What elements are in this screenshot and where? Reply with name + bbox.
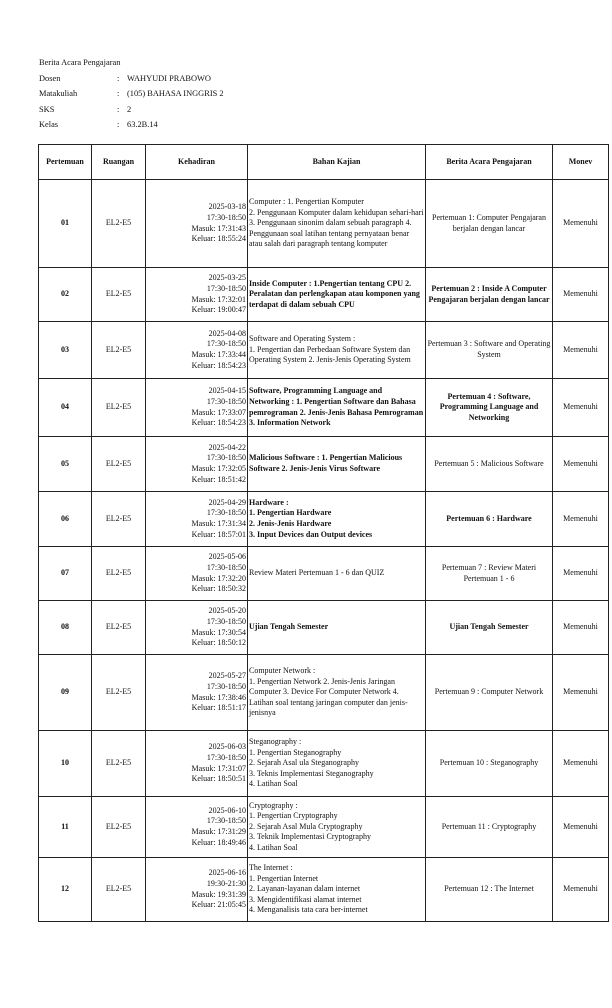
attendance-cell [146, 379, 248, 437]
attendance-cell [146, 547, 248, 601]
attendance-time: 19:30-21:30 [206, 878, 246, 888]
table-row [39, 180, 609, 268]
study-material-line: 2. Sejarah Asal ula Steganography [249, 758, 359, 768]
meeting-number-cell: 11 [39, 797, 92, 858]
attendance-in: Masuk: 19:31:39 [191, 889, 246, 899]
attendance-date: 2025-06-03 [208, 742, 246, 752]
attendance-date: 2025-06-16 [208, 868, 246, 878]
info-value: 63.2B.14 [127, 120, 158, 129]
study-material-cell [248, 268, 426, 322]
study-material-cell [248, 437, 426, 492]
meeting-number-cell: 03 [39, 322, 92, 379]
study-material-line: Steganography : [249, 737, 302, 747]
column-header: Pertemuan [39, 145, 92, 180]
attendance-out: Keluar: 18:51:42 [191, 474, 246, 484]
study-material-line: 1. Pengertian dan Perbedaan Software System dan Operating System 2. Jenis-Jenis Operating System [249, 344, 411, 365]
attendance-in: Masuk: 17:33:44 [191, 350, 246, 359]
study-material-cell [248, 858, 426, 922]
study-material-line: Computer Network : [249, 666, 316, 676]
attendance-out: Keluar: 18:54:23 [191, 360, 246, 370]
table-row [39, 858, 609, 922]
attendance-date: 2025-05-27 [208, 671, 246, 681]
attendance-in: Masuk: 17:33:07 [191, 407, 246, 417]
attendance-date: 2025-03-25 [208, 273, 246, 283]
attendance-time: 17:30-18:50 [206, 453, 246, 463]
study-material-cell [248, 797, 426, 858]
info-row [39, 86, 224, 102]
attendance-out: Keluar: 18:54:23 [191, 418, 246, 428]
info-row [39, 71, 224, 87]
attendance-time: 17:30-18:50 [206, 681, 246, 691]
study-material-line: 1. Pengertian Hardware [249, 508, 332, 518]
attendance-cell [146, 268, 248, 322]
table-header-row [39, 145, 609, 180]
table-row [39, 601, 609, 655]
meeting-number-cell: 06 [39, 492, 92, 547]
monev-cell: Memenuhi [553, 655, 609, 731]
column-header: Berita Acara Pengajaran [426, 145, 553, 180]
study-material-cell [248, 547, 426, 601]
attendance-date: 2025-03-18 [208, 202, 246, 212]
study-material-cell [248, 601, 426, 655]
info-label: Kelas [39, 120, 59, 129]
study-material-line: 4. Menganalisis tata cara ber-internet [249, 905, 368, 915]
attendance-out: Keluar: 18:50:51 [191, 774, 246, 784]
room-cell: EL2-E5 [92, 731, 146, 797]
study-material-line: The Internet : [249, 863, 293, 873]
study-material-line: Software, Programming Language and Networking : 1. Pengertian Software dan Bahasa pemrograman 2. Jenis-Jenis Bahasa Pemrograman 3. Information Network [249, 386, 424, 428]
room-cell: EL2-E5 [92, 268, 146, 322]
study-material-line: 1. Pengertian Cryptography [249, 811, 338, 821]
study-material-line: 2. Sejarah Asal Mula Cryptography [249, 821, 363, 831]
table-row [39, 322, 609, 379]
info-row [39, 102, 224, 118]
meeting-number-cell: 10 [39, 731, 92, 797]
meeting-number-cell: 07 [39, 547, 92, 601]
attendance-in: Masuk: 17:31:29 [191, 827, 246, 836]
column-header: Kehadiran [146, 145, 248, 180]
info-label: Matakuliah [39, 89, 78, 98]
meeting-number-cell: 02 [39, 268, 92, 322]
teaching-report-cell: Pertemuan 10 : Steganography [426, 731, 553, 797]
monev-cell: Memenuhi [553, 858, 609, 922]
teaching-report-cell: Pertemuan 9 : Computer Network [426, 655, 553, 731]
monev-cell: Memenuhi [553, 492, 609, 547]
study-material-line: 3. Teknis Implementasi Steganography [249, 768, 374, 778]
study-material-line: 3. Mengidentifikasi alamat internet [249, 894, 362, 904]
teaching-report-cell: Ujian Tengah Semester [426, 601, 553, 655]
attendance-out: Keluar: 18:51:17 [191, 703, 246, 713]
table-row [39, 437, 609, 492]
attendance-date: 2025-04-22 [208, 442, 246, 452]
study-material-line: Inside Computer : 1.Pengertian tentang CPU 2. Peralatan dan perlengkapan atau komponen yang terdapat di dalam sebuah CPU [249, 278, 420, 309]
monev-cell: Memenuhi [553, 547, 609, 601]
meeting-number-cell: 04 [39, 379, 92, 437]
teaching-report-cell: Pertemuan 3 : Software and Operating System [426, 322, 553, 379]
attendance-time: 17:30-18:50 [206, 283, 246, 293]
teaching-report-cell: Pertemuan 6 : Hardware [426, 492, 553, 547]
meeting-number-cell: 05 [39, 437, 92, 492]
room-cell: EL2-E5 [92, 547, 146, 601]
info-value: (105) BAHASA INGGRIS 2 [127, 89, 224, 98]
attendance-time: 17:30-18:50 [206, 212, 246, 222]
room-cell: EL2-E5 [92, 180, 146, 268]
attendance-out: Keluar: 18:57:01 [191, 529, 246, 539]
attendance-cell [146, 180, 248, 268]
attendance-in: Masuk: 17:32:20 [191, 573, 246, 583]
table-row [39, 379, 609, 437]
meeting-number-cell: 01 [39, 180, 92, 268]
info-colon: : [117, 73, 120, 83]
study-material-line: Ujian Tengah Semester [249, 622, 329, 632]
meeting-number-cell: 12 [39, 858, 92, 922]
attendance-date: 2025-04-29 [208, 497, 246, 507]
column-header: Bahan Kajian [248, 145, 426, 180]
monev-cell: Memenuhi [553, 180, 609, 268]
room-cell: EL2-E5 [92, 437, 146, 492]
meeting-number-cell: 08 [39, 601, 92, 655]
room-cell: EL2-E5 [92, 379, 146, 437]
attendance-out: Keluar: 19:00:47 [191, 305, 246, 315]
room-cell: EL2-E5 [92, 797, 146, 858]
teaching-report-cell: Pertemuan 11 : Cryptography [426, 797, 553, 858]
table-row [39, 268, 609, 322]
attendance-time: 17:30-18:50 [206, 752, 246, 762]
study-material-line: 2. Jenis-Jenis Hardware [249, 519, 332, 528]
info-block [39, 71, 224, 133]
info-label: Dosen [39, 73, 61, 83]
attendance-cell [146, 655, 248, 731]
attendance-out: Keluar: 21:05:45 [191, 900, 246, 910]
attendance-cell [146, 437, 248, 492]
document-header [39, 55, 224, 133]
document-title: Berita Acara Pengajaran [39, 58, 121, 67]
info-value: WAHYUDI PRABOWO [127, 73, 211, 83]
table-row [39, 797, 609, 858]
study-material-line: Cryptography : [249, 800, 298, 810]
table-row [39, 547, 609, 601]
room-cell: EL2-E5 [92, 492, 146, 547]
study-material-cell [248, 492, 426, 547]
monev-cell: Memenuhi [553, 731, 609, 797]
study-material-cell [248, 655, 426, 731]
attendance-in: Masuk: 17:31:34 [191, 519, 246, 528]
study-material-line: 4. Latihan Soal [249, 842, 298, 852]
teaching-report-cell: Pertemuan 2 : Inside A Computer Pengajaran berjalan dengan lancar [426, 268, 553, 322]
attendance-out: Keluar: 18:49:46 [191, 837, 246, 847]
study-material-line: 1. Pengertian Network 2. Jenis-Jenis Jaringan Computer 3. Device For Computer Network 4. Latihan soal tentang jaringan computer dan jenis-jenisnya [249, 676, 408, 718]
attendance-in: Masuk: 17:31:43 [191, 223, 246, 233]
attendance-cell [146, 797, 248, 858]
info-colon: : [117, 120, 120, 129]
attendance-in: Masuk: 17:31:07 [191, 763, 246, 773]
info-colon: : [117, 89, 120, 98]
table-row [39, 492, 609, 547]
attendance-out: Keluar: 18:50:12 [191, 638, 246, 648]
attendance-out: Keluar: 18:55:24 [191, 234, 246, 244]
attendance-time: 17:30-18:50 [206, 616, 246, 626]
table-row [39, 655, 609, 731]
study-material-line: 3. Teknik Implementasi Cryptography [249, 832, 371, 842]
info-value: 2 [127, 104, 132, 114]
attendance-time: 17:30-18:50 [206, 508, 246, 518]
attendance-date: 2025-04-15 [208, 386, 246, 396]
table-body [39, 180, 609, 922]
attendance-time: 17:30-18:50 [206, 339, 246, 349]
attendance-out: Keluar: 18:50:32 [191, 584, 246, 594]
teaching-report-cell: Pertemuan 7 : Review Materi Pertemuan 1 - 6 [426, 547, 553, 601]
meeting-number-cell: 09 [39, 655, 92, 731]
attendance-table [38, 144, 609, 922]
teaching-report-cell: Pertemuan 12 : The Internet [426, 858, 553, 922]
study-material-line: 2. Penggunaan Komputer dalam kehidupan sehari-hari 3. Penggunaan sinonim dalam sebuah paragraph 4. Penggunaan soal latihan tentang pernyataan benar atau salah dari paragraph tentang komputer [249, 207, 424, 249]
monev-cell: Memenuhi [553, 797, 609, 858]
column-header: Monev [553, 145, 609, 180]
attendance-time: 17:30-18:50 [206, 396, 246, 406]
attendance-cell [146, 322, 248, 379]
monev-cell: Memenuhi [553, 437, 609, 492]
attendance-date: 2025-05-06 [208, 552, 246, 562]
attendance-time: 17:30-18:50 [206, 816, 246, 826]
column-header: Ruangan [92, 145, 146, 180]
teaching-report-cell: Pertemuan 4 : Software, Programming Language and Networking [426, 379, 553, 437]
monev-cell: Memenuhi [553, 268, 609, 322]
attendance-cell [146, 731, 248, 797]
attendance-in: Masuk: 17:32:05 [191, 464, 246, 473]
room-cell: EL2-E5 [92, 858, 146, 922]
attendance-date: 2025-06-10 [208, 805, 246, 815]
study-material-cell [248, 379, 426, 437]
info-row [39, 117, 224, 133]
monev-cell: Memenuhi [553, 601, 609, 655]
teaching-report-cell: Pertemuan 1: Computer Pengajaran berjalan dengan lancar [426, 180, 553, 268]
info-colon: : [117, 104, 120, 114]
study-material-line: 1. Pengertian Internet [249, 873, 319, 883]
attendance-cell [146, 858, 248, 922]
study-material-line: Hardware : [249, 497, 289, 507]
monev-cell: Memenuhi [553, 379, 609, 437]
study-material-cell [248, 180, 426, 268]
room-cell: EL2-E5 [92, 322, 146, 379]
study-material-line: Malicious Software : 1. Pengertian Malicious Software 2. Jenis-Jenis Virus Software [249, 453, 403, 473]
attendance-in: Masuk: 17:32:01 [191, 294, 246, 304]
room-cell: EL2-E5 [92, 601, 146, 655]
attendance-time: 17:30-18:50 [206, 562, 246, 572]
study-material-line: Software and Operating System : [249, 334, 356, 344]
study-material-line: Review Materi Pertemuan 1 - 6 dan QUIZ [249, 568, 385, 578]
attendance-cell [146, 492, 248, 547]
attendance-date: 2025-04-08 [208, 328, 246, 338]
study-material-line: 3. Input Devices dan Output devices [249, 529, 373, 539]
study-material-cell [248, 731, 426, 797]
study-material-line: 4. Latihan Soal [249, 779, 298, 789]
teaching-report-cell: Pertemuan 5 : Malicious Software [426, 437, 553, 492]
study-material-line: Computer : 1. Pengertian Komputer [249, 197, 364, 207]
attendance-in: Masuk: 17:38:46 [191, 692, 246, 702]
table-row [39, 731, 609, 797]
attendance-date: 2025-05-20 [208, 606, 246, 616]
monev-cell: Memenuhi [553, 322, 609, 379]
study-material-cell [248, 322, 426, 379]
study-material-line: 2. Layanan-layanan dalam internet [249, 884, 361, 894]
study-material-line: 1. Pengertian Steganography [249, 747, 342, 757]
info-label: SKS [39, 104, 55, 114]
attendance-in: Masuk: 17:30:54 [191, 627, 246, 637]
attendance-cell [146, 601, 248, 655]
room-cell: EL2-E5 [92, 655, 146, 731]
